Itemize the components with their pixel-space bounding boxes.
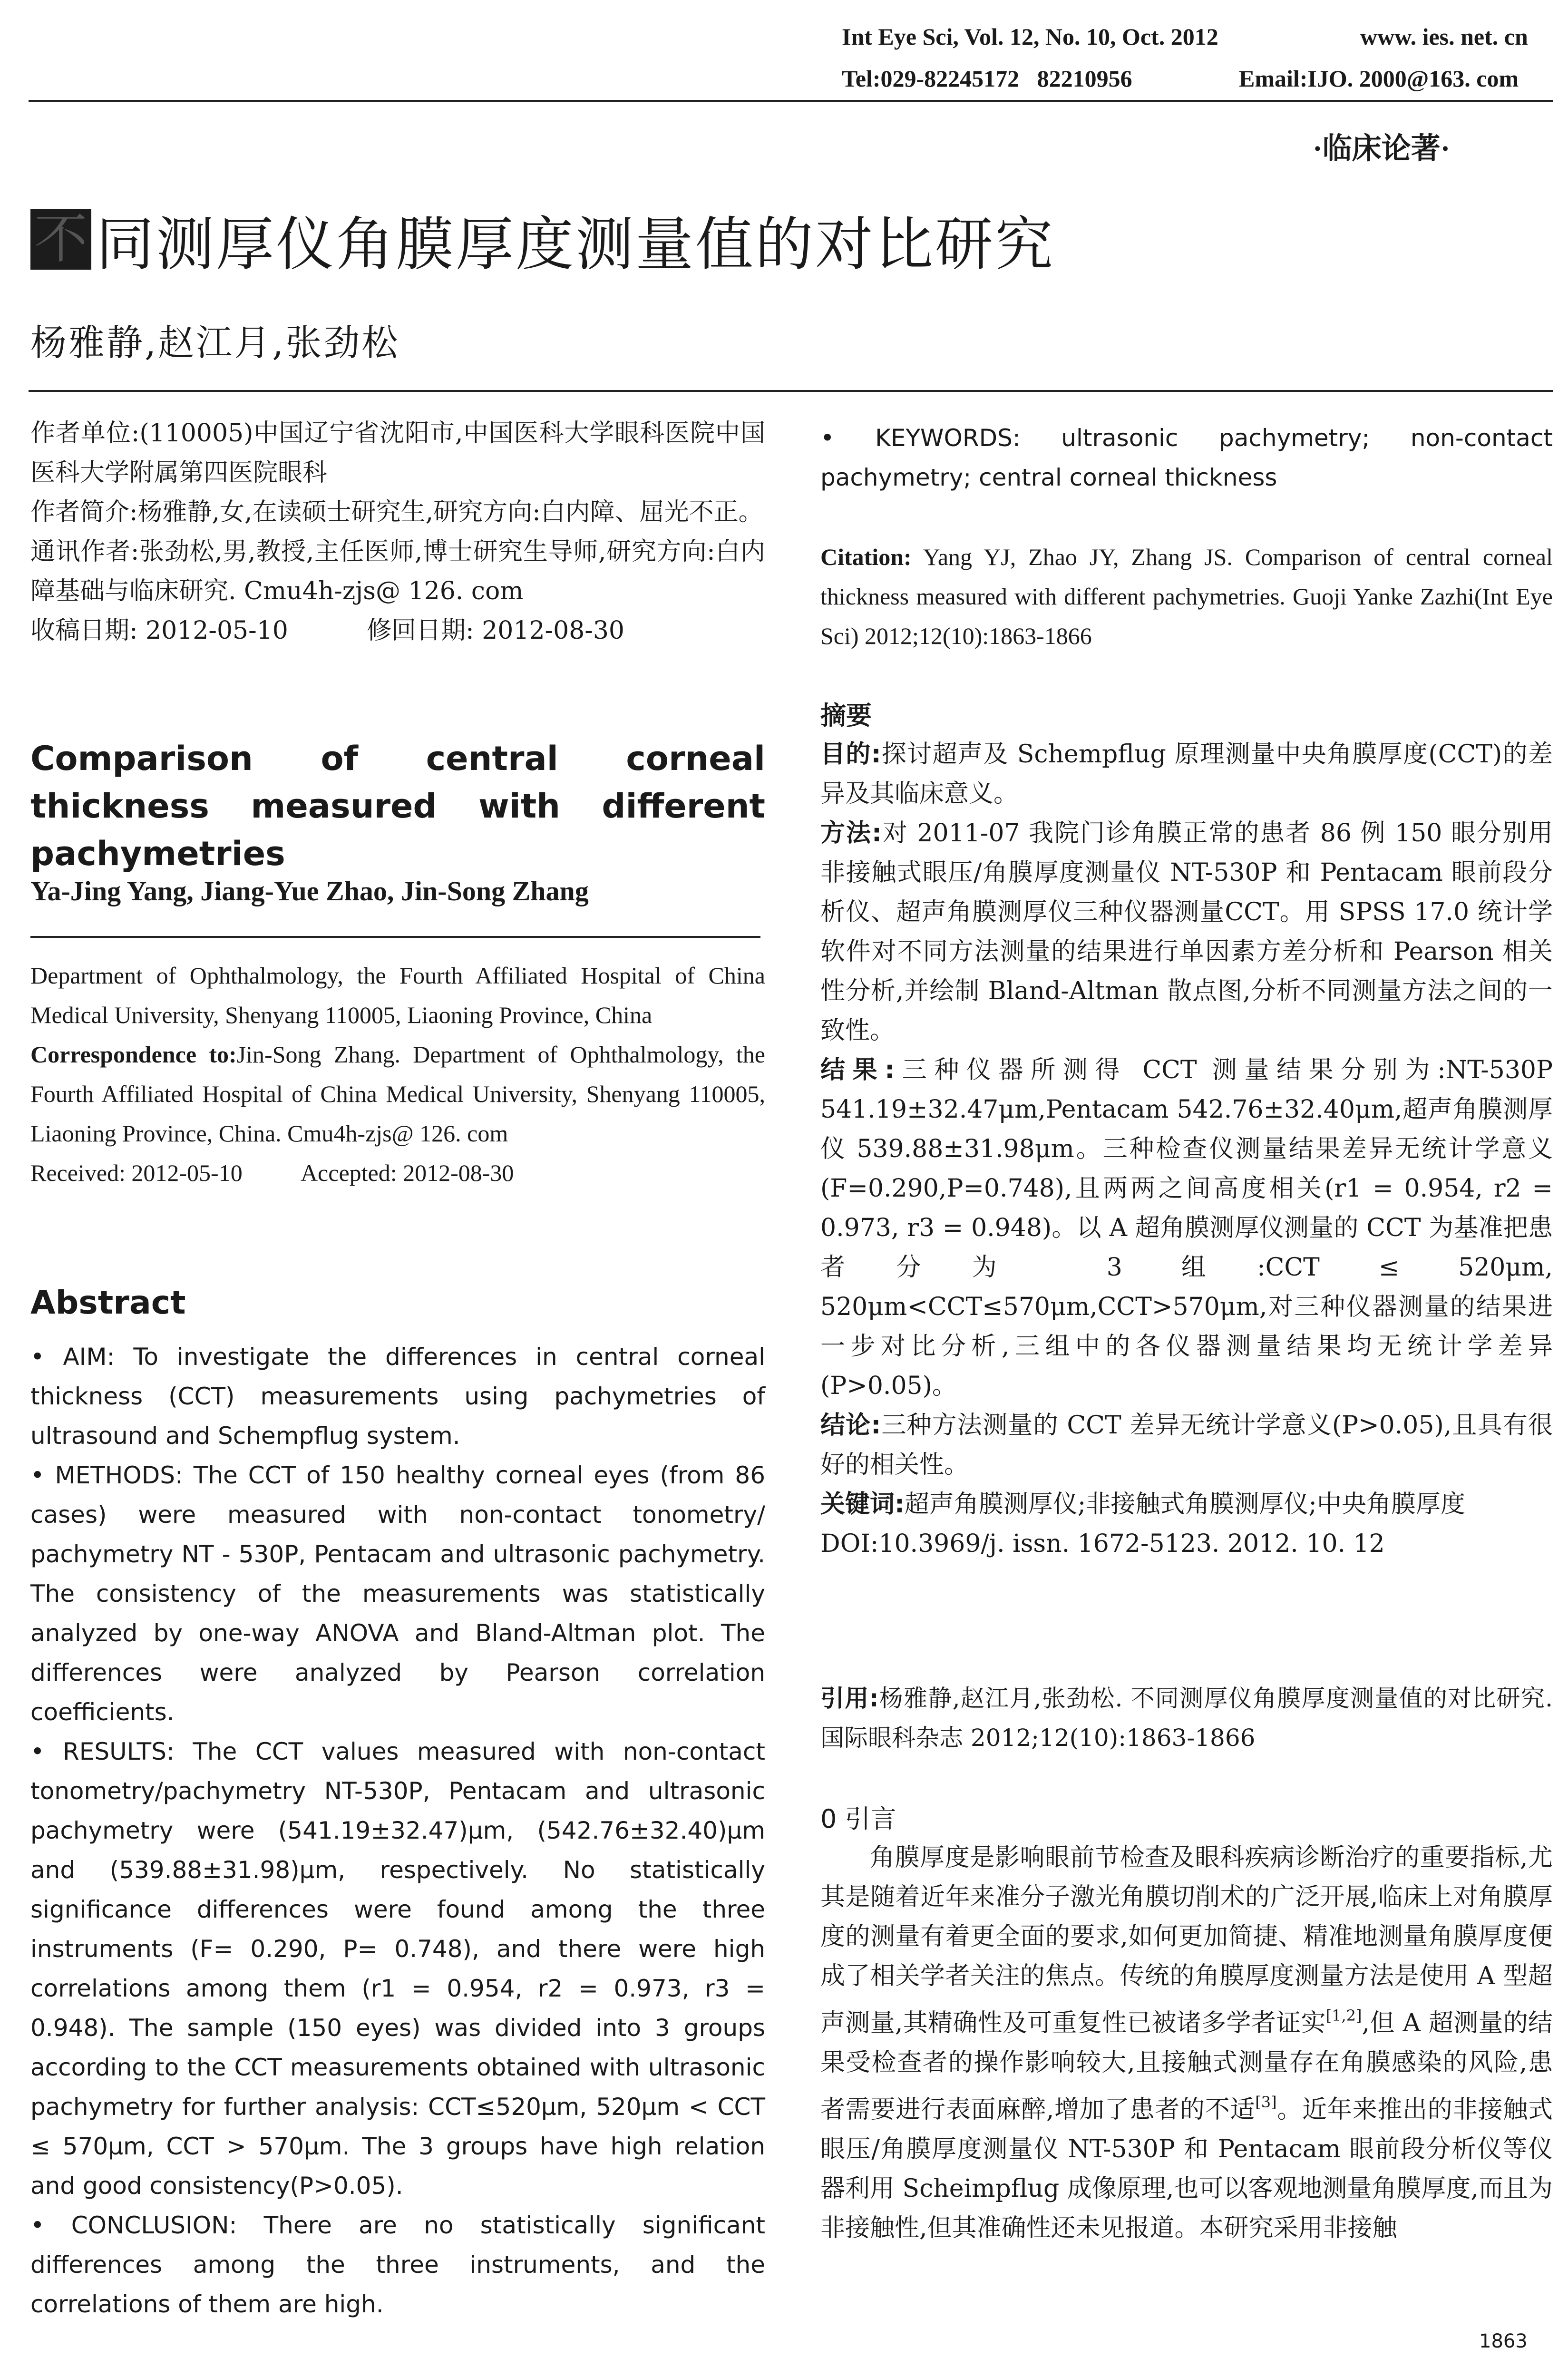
author-correspondence: 通讯作者:张劲松,男,教授,主任医师,博士研究生导师,研究方向:白内障基础与临床研究. Cmu4h-zjs@ 126. com: [30, 537, 765, 605]
department: Department of Ophthalmology, the Fourth Affiliated Hospital of China Medical University, Shenyang 110005, Liaoning Province, China: [30, 962, 765, 1028]
english-authors: Ya-Jing Yang, Jiang-Yue Zhao, Jin-Song Zhang: [30, 876, 589, 906]
english-affiliation: [30, 956, 765, 1193]
intro-text-c: 。近年来推出的非接触式眼压/角膜厚度测量仪 NT-530P 和 Pentacam 眼前段分析仪等仪器利用 Scheimpflug 成像原理,也可以客观地测量角膜厚度,而且为非接触性,但其准确性还未见报道。本研究采用非接触: [820, 2095, 1553, 2242]
abstract-cn: [820, 735, 1553, 1564]
journal-email[interactable]: Email:IJO. 2000@163. com: [1239, 65, 1519, 92]
abstract-aim: • AIM: To investigate the differences in central corneal thickness (CCT) measurements using pachymetries of ultrasound and Schempflug system.: [30, 1343, 765, 1450]
abstract-results: • RESULTS: The CCT values measured with non-contact tonometry/pachymetry NT-530P, Pentacam and ultrasonic pachymetry were (541.19±32.47)μm, (542.76±32.40)μm and (539.88±31.98)μm, respectively. No statistically significance differences were found among the three instruments (F= 0.290, P= 0.748), and there were high correlations among them (r1 = 0.954, r2 = 0.973, r3 = 0.948). The sample (150 eyes) was divided into 3 groups according to the CCT measurements obtained with ultrasonic pachymetry for further analysis: CCT≤520μm, 520μm < CCT ≤ 570μm, CCT > 570μm. The 3 groups have high relation and good consistency(P>0.05).: [30, 1738, 765, 2200]
journal-website[interactable]: www. ies. net. cn: [1360, 23, 1528, 50]
abstract-cn-methods: [820, 814, 1553, 1051]
abstract-methods: • METHODS: The CCT of 150 healthy corneal eyes (from 86 cases) were measured with non-contact tonometry/ pachymetry NT - 530P, Pentacam and ultrasonic pachymetry. The consistency of the measurements was statistically analyzed by one-way ANOVA and Bland-Altman plot. The differences were analyzed by Pearson correlation coefficients.: [30, 1461, 765, 1726]
cite-cn-text: 杨雅静,赵江月,张劲松. 不同测厚仪角膜厚度测量值的对比研究. 国际眼科杂志 2012;12(10):1863-1866: [820, 1685, 1553, 1752]
correspondence: [30, 1035, 765, 1153]
correspondence-label: Correspondence to:: [30, 1041, 237, 1068]
author-bio: 作者简介:杨雅静,女,在读硕士研究生,研究方向:白内障、屈光不正。: [30, 498, 763, 526]
received-dates-cn: 收稿日期: 2012-05-10 修回日期: 2012-08-30: [30, 616, 625, 645]
intro-body: [820, 1838, 1553, 2248]
journal-citation: Int Eye Sci, Vol. 12, No. 10, Oct. 2012: [842, 23, 1218, 50]
abstract-cn-results: [820, 1051, 1553, 1406]
citation-text: Yang YJ, Zhao JY, Zhang JS. Comparison of central corneal thickness measured with different pachymetries. Guoji Yanke Zazhi(Int Eye Sci) 2012;12(10):1863-1866: [820, 544, 1553, 649]
received-dates-en: Received: 2012-05-10 Accepted: 2012-08-30: [30, 1159, 514, 1186]
abstract-heading: Abstract: [30, 1284, 186, 1322]
intro-text-a: 角膜厚度是影响眼前节检查及眼科疾病诊断治疗的重要指标,尤其是随着近年来准分子激光角膜切削术的广泛开展,临床上对角膜厚度的测量有着更全面的要求,如何更加简捷、精准地测量角膜厚度便成了相关学者关注的焦点。传统的角膜厚度测量方法是使用 A 型超声测量,其精确性及可重复性已被诸多学者证实: [820, 1843, 1553, 2037]
conclusion-text: 三种方法测量的 CCT 差异无统计学意义(P>0.05),且具有很好的相关性。: [820, 1411, 1553, 1479]
journal-info-line1: [842, 23, 1218, 50]
reference-3[interactable]: [3]: [1255, 2093, 1277, 2111]
methods-label: 方法:: [820, 819, 882, 848]
article-title: [30, 204, 1055, 278]
cite-cn-label: 引用:: [820, 1685, 879, 1712]
title-text: 同测厚仪角膜厚度测量值的对比研究: [96, 210, 1055, 278]
keywords-cn: [820, 1485, 1553, 1524]
correspondence-text: Jin-Song Zhang. Department of Ophthalmology, the Fourth Affiliated Hospital of China Medical University, Shenyang 110005, Liaoning Province, China. Cmu4h-zjs@ 126. com: [30, 1041, 765, 1147]
keywords-cn-text: 超声角膜测厚仪;非接触式角膜测厚仪;中央角膜厚度: [904, 1490, 1465, 1519]
title-first-char: 不: [30, 209, 91, 270]
abstract-cn-heading: 摘要: [820, 701, 872, 731]
abstract-conclusion: • CONCLUSION: There are no statistically significant differences among the three instruments, and the correlations of them are high.: [30, 2211, 765, 2318]
cite-cn: [820, 1679, 1553, 1758]
authors-cn: 杨雅静,赵江月,张劲松: [30, 321, 400, 364]
authors-rule: [30, 936, 760, 938]
journal-phone: Tel:029-82245172 82210956: [842, 65, 1132, 92]
doi: DOI:10.3969/j. issn. 1672-5123. 2012. 10. 12: [820, 1529, 1385, 1558]
author-unit: 作者单位:(110005)中国辽宁省沈阳市,中国医科大学眼科医院中国医科大学附属第四医院眼科: [30, 419, 765, 487]
keywords-cn-label: 关键词:: [820, 1490, 905, 1519]
title-rule: [29, 390, 1553, 392]
english-title: Comparison of central corneal thickness measured with different pachymetries: [30, 739, 765, 873]
aim-text: 探讨超声及 Schempflug 原理测量中央角膜厚度(CCT)的差异及其临床意义。: [820, 740, 1553, 808]
header-rule: [29, 100, 1553, 102]
abstract-cn-aim: [820, 735, 1553, 814]
abstract-body: [30, 1337, 765, 2324]
results-label: 结果:: [820, 1056, 895, 1084]
aim-label: 目的:: [820, 740, 881, 769]
conclusion-label: 结论:: [820, 1411, 881, 1440]
keywords-en: • KEYWORDS: ultrasonic pachymetry; non-contact pachymetry; central corneal thickness: [820, 424, 1553, 491]
results-text: 三种仪器所测得 CCT 测量结果分别为:NT-530P 541.19±32.47μm,Pentacam 542.76±32.40μm,超声角膜测厚仪 539.88±31.98μm。三种检查仪测量结果差异无统计学意义(F=0.290,P=0.748),且两两之间高度相关(r1 = 0.954, r2 = 0.973, r3 = 0.948)。以 A 超角膜测厚仪测量的 CCT 为基准把患者分为 3 组:CCT ≤ 520μm, 520μm<CCT≤570μm,CCT>570μm,对三种仪器测量的结果进一步对比分析,三组中的各仪器测量结果均无统计学差异(P>0.05)。: [820, 1056, 1553, 1400]
section-label: ·临床论著·: [1313, 133, 1451, 165]
intro-heading: 0 引言: [820, 1804, 896, 1834]
author-info: [30, 414, 765, 651]
citation: [820, 537, 1553, 656]
page-number: 1863: [1479, 2330, 1528, 2352]
intro-text-b: ,但 A 超测量的结果受检查者的操作影响较大,且接触式测量存在角膜感染的风险,患者需要进行表面麻醉,增加了患者的不适: [820, 2009, 1553, 2124]
methods-text: 对 2011-07 我院门诊角膜正常的患者 86 例 150 眼分别用非接触式眼压/角膜厚度测量仪 NT-530P 和 Pentacam 眼前段分析仪、超声角膜测厚仪三种仪器测量CCT。用 SPSS 17.0 统计学软件对不同方法测量的结果进行单因素方差分析和 Pearson 相关性分析,并绘制 Bland-Altman 散点图,分析不同测量方法之间的一致性。: [820, 819, 1553, 1045]
abstract-cn-conclusion: [820, 1406, 1553, 1485]
reference-1-2[interactable]: [1,2]: [1325, 2007, 1362, 2025]
citation-label: Citation:: [820, 544, 912, 570]
